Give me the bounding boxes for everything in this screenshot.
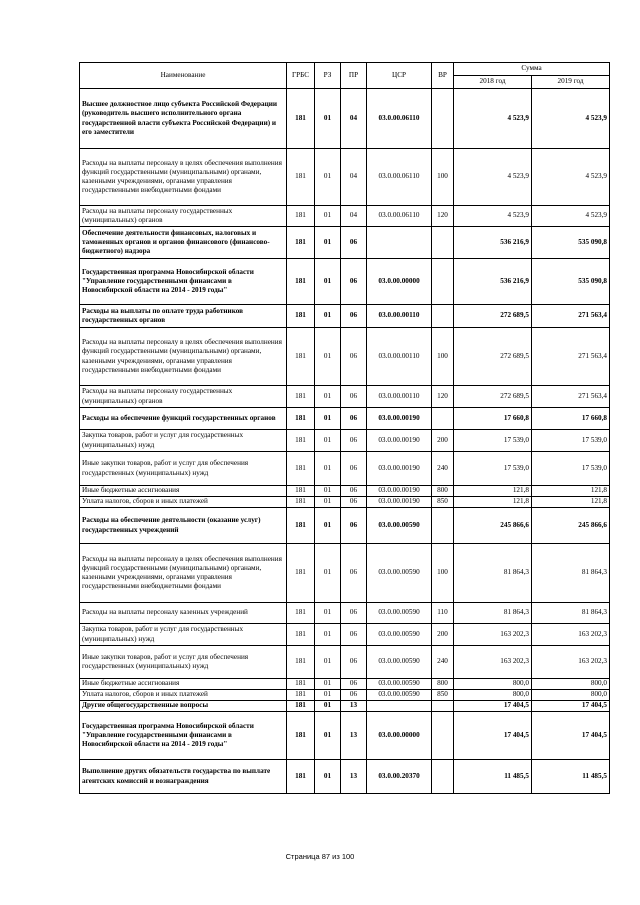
row-csr-cell bbox=[367, 701, 432, 712]
row-name-cell: Расходы на выплаты персоналу в целях обеспечения выполнения функций государственными (муниципальными) органами, казенными учреждениями, органами управления государственными внебюджетными фондами bbox=[80, 544, 287, 603]
row-2019-cell: 17 404,5 bbox=[532, 712, 610, 760]
row-2018-cell: 11 485,5 bbox=[454, 760, 532, 794]
row-2019-cell: 163 202,3 bbox=[532, 624, 610, 646]
table-row bbox=[80, 544, 610, 603]
row-grbs-cell: 181 bbox=[287, 486, 315, 497]
table-row bbox=[80, 690, 610, 701]
row-rz-cell: 01 bbox=[315, 227, 341, 259]
row-csr-cell: 03.0.00.00590 bbox=[367, 508, 432, 544]
row-2018-cell: 272 689,5 bbox=[454, 386, 532, 408]
row-rz-cell: 01 bbox=[315, 624, 341, 646]
row-csr-cell: 03.0.00.00190 bbox=[367, 408, 432, 430]
row-csr-cell: 03.0.00.00000 bbox=[367, 259, 432, 305]
row-grbs-cell: 181 bbox=[287, 452, 315, 486]
table-row bbox=[80, 452, 610, 486]
row-vr-cell: 100 bbox=[432, 328, 454, 386]
row-vr-cell bbox=[432, 305, 454, 328]
row-pr-cell: 06 bbox=[341, 508, 367, 544]
row-pr-cell: 04 bbox=[341, 89, 367, 149]
row-name-cell: Уплата налогов, сборов и иных платежей bbox=[80, 690, 287, 701]
row-vr-cell: 100 bbox=[432, 149, 454, 206]
row-2018-cell: 4 523,9 bbox=[454, 206, 532, 227]
row-2018-cell: 17 660,8 bbox=[454, 408, 532, 430]
row-2019-cell: 535 090,8 bbox=[532, 227, 610, 259]
row-2019-cell: 81 864,3 bbox=[532, 603, 610, 624]
row-pr-cell: 06 bbox=[341, 328, 367, 386]
row-rz-cell: 01 bbox=[315, 430, 341, 452]
row-2018-cell: 17 404,5 bbox=[454, 701, 532, 712]
row-name-cell: Расходы на выплаты по оплате труда работников государственных органов bbox=[80, 305, 287, 328]
row-2018-cell: 17 539,0 bbox=[454, 430, 532, 452]
page-footer: Страница 87 из 100 bbox=[285, 852, 355, 861]
row-rz-cell: 01 bbox=[315, 690, 341, 701]
row-rz-cell: 01 bbox=[315, 712, 341, 760]
row-grbs-cell: 181 bbox=[287, 544, 315, 603]
row-csr-cell: 03.0.00.00590 bbox=[367, 690, 432, 701]
row-2019-cell: 271 563,4 bbox=[532, 328, 610, 386]
row-grbs-cell: 181 bbox=[287, 408, 315, 430]
row-csr-cell: 03.0.00.00590 bbox=[367, 646, 432, 679]
row-name-cell: Расходы на выплаты персоналу казенных учреждений bbox=[80, 603, 287, 624]
row-2019-cell: 4 523,9 bbox=[532, 206, 610, 227]
row-grbs-cell: 181 bbox=[287, 760, 315, 794]
row-grbs-cell: 181 bbox=[287, 259, 315, 305]
row-2019-cell: 163 202,3 bbox=[532, 646, 610, 679]
table-row bbox=[80, 206, 610, 227]
row-name-cell: Расходы на выплаты персоналу в целях обеспечения выполнения функций государственными (муниципальными) органами, казенными учреждениями, органами управления государственными внебюджетными фондами bbox=[80, 328, 287, 386]
row-name-cell: Расходы на выплаты персоналу в целях обеспечения выполнения функций государственными (муниципальными) органами, казенными учреждениями, органами управления государственными внебюджетными фондами bbox=[80, 149, 287, 206]
row-vr-cell: 800 bbox=[432, 486, 454, 497]
table-body bbox=[80, 89, 610, 794]
row-2019-cell: 81 864,3 bbox=[532, 544, 610, 603]
table-row bbox=[80, 679, 610, 690]
table-row bbox=[80, 603, 610, 624]
row-csr-cell: 03.0.00.00110 bbox=[367, 386, 432, 408]
table-row bbox=[80, 712, 610, 760]
row-2019-cell: 271 563,4 bbox=[532, 305, 610, 328]
row-2018-cell: 163 202,3 bbox=[454, 624, 532, 646]
table-row bbox=[80, 305, 610, 328]
row-vr-cell: 120 bbox=[432, 386, 454, 408]
row-csr-cell: 03.0.00.00590 bbox=[367, 679, 432, 690]
row-rz-cell: 01 bbox=[315, 646, 341, 679]
table-row bbox=[80, 408, 610, 430]
row-2019-cell: 17 539,0 bbox=[532, 430, 610, 452]
header-name: Наименование bbox=[80, 63, 287, 89]
row-pr-cell: 06 bbox=[341, 646, 367, 679]
row-pr-cell: 06 bbox=[341, 430, 367, 452]
row-grbs-cell: 181 bbox=[287, 690, 315, 701]
row-rz-cell: 01 bbox=[315, 452, 341, 486]
row-2019-cell: 535 090,8 bbox=[532, 259, 610, 305]
row-grbs-cell: 181 bbox=[287, 712, 315, 760]
row-vr-cell: 850 bbox=[432, 497, 454, 508]
table-row bbox=[80, 486, 610, 497]
row-name-cell: Иные закупки товаров, работ и услуг для обеспечения государственных (муниципальных) нужд bbox=[80, 646, 287, 679]
row-grbs-cell: 181 bbox=[287, 227, 315, 259]
row-name-cell: Закупка товаров, работ и услуг для государственных (муниципальных) нужд bbox=[80, 624, 287, 646]
row-grbs-cell: 181 bbox=[287, 206, 315, 227]
row-rz-cell: 01 bbox=[315, 386, 341, 408]
row-2018-cell: 800,0 bbox=[454, 679, 532, 690]
row-pr-cell: 06 bbox=[341, 408, 367, 430]
header-year-2018: 2018 год bbox=[454, 76, 532, 89]
row-pr-cell: 06 bbox=[341, 679, 367, 690]
row-csr-cell: 03.0.00.20370 bbox=[367, 760, 432, 794]
row-vr-cell: 120 bbox=[432, 206, 454, 227]
table-row bbox=[80, 89, 610, 149]
row-2018-cell: 121,8 bbox=[454, 497, 532, 508]
row-pr-cell: 04 bbox=[341, 149, 367, 206]
row-vr-cell bbox=[432, 89, 454, 149]
row-2018-cell: 536 216,9 bbox=[454, 227, 532, 259]
row-csr-cell: 03.0.00.00590 bbox=[367, 624, 432, 646]
row-vr-cell: 200 bbox=[432, 430, 454, 452]
row-2019-cell: 271 563,4 bbox=[532, 386, 610, 408]
table-row bbox=[80, 624, 610, 646]
table-row bbox=[80, 497, 610, 508]
row-vr-cell: 110 bbox=[432, 603, 454, 624]
row-name-cell: Расходы на выплаты персоналу государственных (муниципальных) органов bbox=[80, 206, 287, 227]
row-name-cell: Государственная программа Новосибирской области "Управление государственными финансами в Новосибирской области на 2014 - 2019 годы" bbox=[80, 259, 287, 305]
row-csr-cell: 03.0.00.00190 bbox=[367, 486, 432, 497]
row-grbs-cell: 181 bbox=[287, 386, 315, 408]
row-pr-cell: 06 bbox=[341, 603, 367, 624]
row-2018-cell: 245 866,6 bbox=[454, 508, 532, 544]
row-pr-cell: 06 bbox=[341, 305, 367, 328]
row-grbs-cell: 181 bbox=[287, 430, 315, 452]
row-grbs-cell: 181 bbox=[287, 603, 315, 624]
row-2019-cell: 4 523,9 bbox=[532, 149, 610, 206]
table-row bbox=[80, 386, 610, 408]
row-name-cell: Высшее должностное лицо субъекта Российской Федерации (руководитель высшего исполнительного органа государственной власти субъекта Российской Федерации) и его заместители bbox=[80, 89, 287, 149]
row-vr-cell bbox=[432, 259, 454, 305]
row-csr-cell: 03.0.00.00190 bbox=[367, 452, 432, 486]
row-csr-cell: 03.0.00.06110 bbox=[367, 89, 432, 149]
row-csr-cell bbox=[367, 227, 432, 259]
table-row bbox=[80, 328, 610, 386]
row-2019-cell: 245 866,6 bbox=[532, 508, 610, 544]
row-pr-cell: 06 bbox=[341, 227, 367, 259]
row-name-cell: Государственная программа Новосибирской области "Управление государственными финансами в Новосибирской области на 2014 - 2019 годы" bbox=[80, 712, 287, 760]
row-pr-cell: 06 bbox=[341, 544, 367, 603]
table-row bbox=[80, 259, 610, 305]
row-rz-cell: 01 bbox=[315, 497, 341, 508]
header-csr: ЦСР bbox=[367, 63, 432, 89]
row-2019-cell: 800,0 bbox=[532, 679, 610, 690]
table-row bbox=[80, 227, 610, 259]
row-rz-cell: 01 bbox=[315, 149, 341, 206]
table-row bbox=[80, 646, 610, 679]
row-pr-cell: 04 bbox=[341, 206, 367, 227]
row-rz-cell: 01 bbox=[315, 603, 341, 624]
row-vr-cell: 850 bbox=[432, 690, 454, 701]
row-2019-cell: 17 404,5 bbox=[532, 701, 610, 712]
budget-table bbox=[79, 62, 610, 794]
table-row bbox=[80, 508, 610, 544]
row-csr-cell: 03.0.00.00190 bbox=[367, 430, 432, 452]
row-vr-cell bbox=[432, 701, 454, 712]
row-csr-cell: 03.0.00.00110 bbox=[367, 328, 432, 386]
row-2018-cell: 272 689,5 bbox=[454, 328, 532, 386]
row-name-cell: Закупка товаров, работ и услуг для государственных (муниципальных) нужд bbox=[80, 430, 287, 452]
row-name-cell: Расходы на обеспечение деятельности (оказание услуг) государственных учреждений bbox=[80, 508, 287, 544]
row-pr-cell: 06 bbox=[341, 452, 367, 486]
header-sum: Сумма bbox=[454, 63, 610, 76]
row-pr-cell: 06 bbox=[341, 259, 367, 305]
row-rz-cell: 01 bbox=[315, 760, 341, 794]
table-row bbox=[80, 701, 610, 712]
row-grbs-cell: 181 bbox=[287, 624, 315, 646]
row-grbs-cell: 181 bbox=[287, 305, 315, 328]
row-vr-cell bbox=[432, 227, 454, 259]
row-grbs-cell: 181 bbox=[287, 149, 315, 206]
row-rz-cell: 01 bbox=[315, 544, 341, 603]
row-name-cell: Обеспечение деятельности финансовых, налоговых и таможенных органов и органов финансового (финансово-бюджетного) надзора bbox=[80, 227, 287, 259]
row-2019-cell: 11 485,5 bbox=[532, 760, 610, 794]
row-csr-cell: 03.0.00.00000 bbox=[367, 712, 432, 760]
row-name-cell: Другие общегосударственные вопросы bbox=[80, 701, 287, 712]
row-2019-cell: 4 523,9 bbox=[532, 89, 610, 149]
row-rz-cell: 01 bbox=[315, 305, 341, 328]
row-vr-cell bbox=[432, 760, 454, 794]
row-grbs-cell: 181 bbox=[287, 508, 315, 544]
row-vr-cell: 100 bbox=[432, 544, 454, 603]
row-rz-cell: 01 bbox=[315, 408, 341, 430]
row-grbs-cell: 181 bbox=[287, 328, 315, 386]
row-2019-cell: 17 660,8 bbox=[532, 408, 610, 430]
row-name-cell: Выполнение других обязательств государства по выплате агентских комиссий и вознаграждения bbox=[80, 760, 287, 794]
table-row bbox=[80, 430, 610, 452]
row-rz-cell: 01 bbox=[315, 701, 341, 712]
row-csr-cell: 03.0.00.00590 bbox=[367, 544, 432, 603]
row-rz-cell: 01 bbox=[315, 679, 341, 690]
row-rz-cell: 01 bbox=[315, 328, 341, 386]
row-name-cell: Иные закупки товаров, работ и услуг для обеспечения государственных (муниципальных) нужд bbox=[80, 452, 287, 486]
row-csr-cell: 03.0.00.06110 bbox=[367, 149, 432, 206]
row-grbs-cell: 181 bbox=[287, 89, 315, 149]
row-2018-cell: 163 202,3 bbox=[454, 646, 532, 679]
row-2018-cell: 81 864,3 bbox=[454, 544, 532, 603]
row-pr-cell: 13 bbox=[341, 760, 367, 794]
row-vr-cell bbox=[432, 508, 454, 544]
row-name-cell: Иные бюджетные ассигнования bbox=[80, 679, 287, 690]
row-csr-cell: 03.0.00.00110 bbox=[367, 305, 432, 328]
row-2018-cell: 272 689,5 bbox=[454, 305, 532, 328]
row-2018-cell: 81 864,3 bbox=[454, 603, 532, 624]
row-2019-cell: 121,8 bbox=[532, 486, 610, 497]
header-vr: ВР bbox=[432, 63, 454, 89]
row-vr-cell: 240 bbox=[432, 452, 454, 486]
row-vr-cell: 240 bbox=[432, 646, 454, 679]
row-rz-cell: 01 bbox=[315, 259, 341, 305]
row-grbs-cell: 181 bbox=[287, 646, 315, 679]
row-2018-cell: 17 404,5 bbox=[454, 712, 532, 760]
row-rz-cell: 01 bbox=[315, 89, 341, 149]
header-rz: РЗ bbox=[315, 63, 341, 89]
row-name-cell: Уплата налогов, сборов и иных платежей bbox=[80, 497, 287, 508]
row-2018-cell: 17 539,0 bbox=[454, 452, 532, 486]
row-name-cell: Расходы на выплаты персоналу государственных (муниципальных) органов bbox=[80, 386, 287, 408]
row-grbs-cell: 181 bbox=[287, 679, 315, 690]
row-pr-cell: 06 bbox=[341, 690, 367, 701]
row-pr-cell: 06 bbox=[341, 386, 367, 408]
table-row bbox=[80, 760, 610, 794]
row-name-cell: Иные бюджетные ассигнования bbox=[80, 486, 287, 497]
row-pr-cell: 06 bbox=[341, 486, 367, 497]
table-row bbox=[80, 149, 610, 206]
row-pr-cell: 06 bbox=[341, 497, 367, 508]
row-vr-cell bbox=[432, 408, 454, 430]
row-2018-cell: 4 523,9 bbox=[454, 89, 532, 149]
row-name-cell: Расходы на обеспечение функций государственных органов bbox=[80, 408, 287, 430]
row-csr-cell: 03.0.00.00590 bbox=[367, 603, 432, 624]
header-grbs: ГРБС bbox=[287, 63, 315, 89]
row-csr-cell: 03.0.00.06110 bbox=[367, 206, 432, 227]
row-grbs-cell: 181 bbox=[287, 497, 315, 508]
header-year-2019: 2019 год bbox=[532, 76, 610, 89]
row-pr-cell: 13 bbox=[341, 701, 367, 712]
row-vr-cell bbox=[432, 712, 454, 760]
row-rz-cell: 01 bbox=[315, 508, 341, 544]
row-csr-cell: 03.0.00.00190 bbox=[367, 497, 432, 508]
row-2019-cell: 17 539,0 bbox=[532, 452, 610, 486]
row-pr-cell: 13 bbox=[341, 712, 367, 760]
row-vr-cell: 800 bbox=[432, 679, 454, 690]
header-pr: ПР bbox=[341, 63, 367, 89]
row-rz-cell: 01 bbox=[315, 486, 341, 497]
row-2018-cell: 800,0 bbox=[454, 690, 532, 701]
row-2018-cell: 4 523,9 bbox=[454, 149, 532, 206]
row-vr-cell: 200 bbox=[432, 624, 454, 646]
row-grbs-cell: 181 bbox=[287, 701, 315, 712]
row-2019-cell: 121,8 bbox=[532, 497, 610, 508]
row-2018-cell: 121,8 bbox=[454, 486, 532, 497]
row-2018-cell: 536 216,9 bbox=[454, 259, 532, 305]
row-rz-cell: 01 bbox=[315, 206, 341, 227]
row-pr-cell: 06 bbox=[341, 624, 367, 646]
row-2019-cell: 800,0 bbox=[532, 690, 610, 701]
